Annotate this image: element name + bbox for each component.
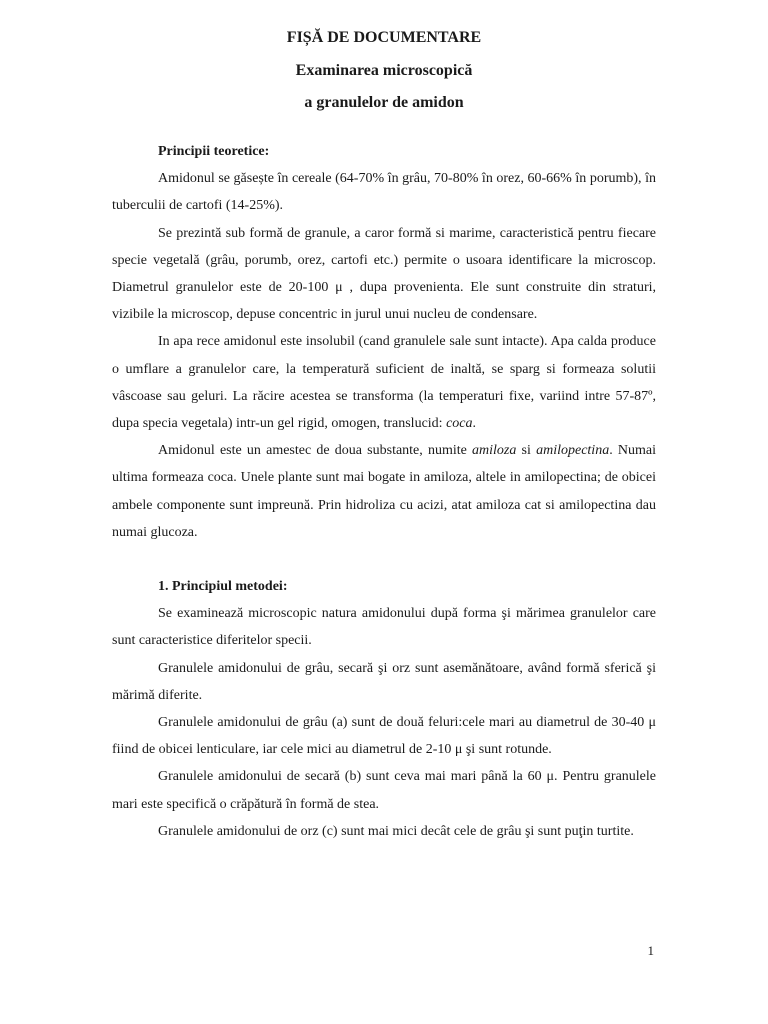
page-number: 1 [647, 943, 654, 958]
section-heading-principii: Principii teoretice: [158, 144, 270, 159]
paragraph: Granulele amidonului de grâu (a) sunt de două feluri:cele mari au diametrul de 30-40 μ fiind de obicei lenticulare, iar cele mici au diametrul de 2-10 μ şi sunt rotunde. [112, 715, 656, 758]
document-subtitle-line2: a granulelor de amidon [304, 94, 464, 111]
emphasis-amiloza: amiloza [472, 443, 517, 459]
paragraph-text: si [516, 443, 537, 459]
paragraph: Granulele amidonului de secară (b) sunt ceva mai mari până la 60 μ. Pentru granulele mari este specifică o crăpătură în formă de stea. [112, 769, 656, 812]
paragraph: Se examinează microscopic natura amidonului după forma şi mărimea granulelor care sunt caracteristice diferitelor specii. [112, 606, 656, 649]
paragraph-text: In apa rece amidonul este insolubil (cand granulele sale sunt intacte). Apa calda produce o umflare a granulelor care, la temperatură suficient de inaltă, se sparg si formeaza solutii vâscoase sau geluri. La răcire acestea se transforma (la temperaturi fixe, variind intre 57-87º, dupa specia vegetala) intr-un gel rigid, omogen, translucid: [112, 334, 656, 432]
paragraph [112, 328, 656, 437]
paragraph-text: Amidonul este un amestec de doua substante, numite [158, 443, 473, 459]
paragraph: Se prezintă sub formă de granule, a caror formă si marime, caracteristică pentru fiecare specie vegetală (grâu, porumb, orez, cartofi etc.) permite o usoara identificare la microscop. Diametrul granulelor este de 20-100 μ , dupa provenienta. Ele sunt construite din straturi, vizibile la microscop, depuse concentric in jurul unui nucleu de condensare. [112, 225, 656, 323]
emphasis-coca: coca [446, 416, 473, 432]
document-body [112, 138, 656, 845]
paragraph [112, 437, 656, 546]
document-subtitle-line1: Examinarea microscopică [295, 62, 473, 79]
paragraph-text: . [472, 416, 476, 432]
paragraph: Granulele amidonului de orz (c) sunt mai mici decât cele de grâu şi sunt puţin turtite. [158, 823, 634, 839]
document-title: FIȘĂ DE DOCUMENTARE [286, 29, 482, 46]
paragraph: Granulele amidonului de grâu, secară şi orz sunt asemănătoare, având formă sferică şi mărimă diferite. [112, 660, 656, 703]
section-heading-metoda: 1. Principiul metodei: [158, 579, 288, 595]
emphasis-amilopectina: amilopectina [536, 443, 610, 459]
paragraph: Amidonul se găsește în cereale (64-70% în grâu, 70-80% în orez, 60-66% în porumb), în tuberculii de cartofi (14-25%). [112, 171, 656, 214]
blank-line [112, 546, 656, 573]
paragraph-text: . Numai ultima formeaza coca. Unele plante sunt mai bogate in amiloza, altele in amilopectina; de obicei ambele componente sunt impreună. Prin hidroliza cu acizi, atat amiloza cat si amilopectina dau numai glucoza. [112, 443, 656, 540]
